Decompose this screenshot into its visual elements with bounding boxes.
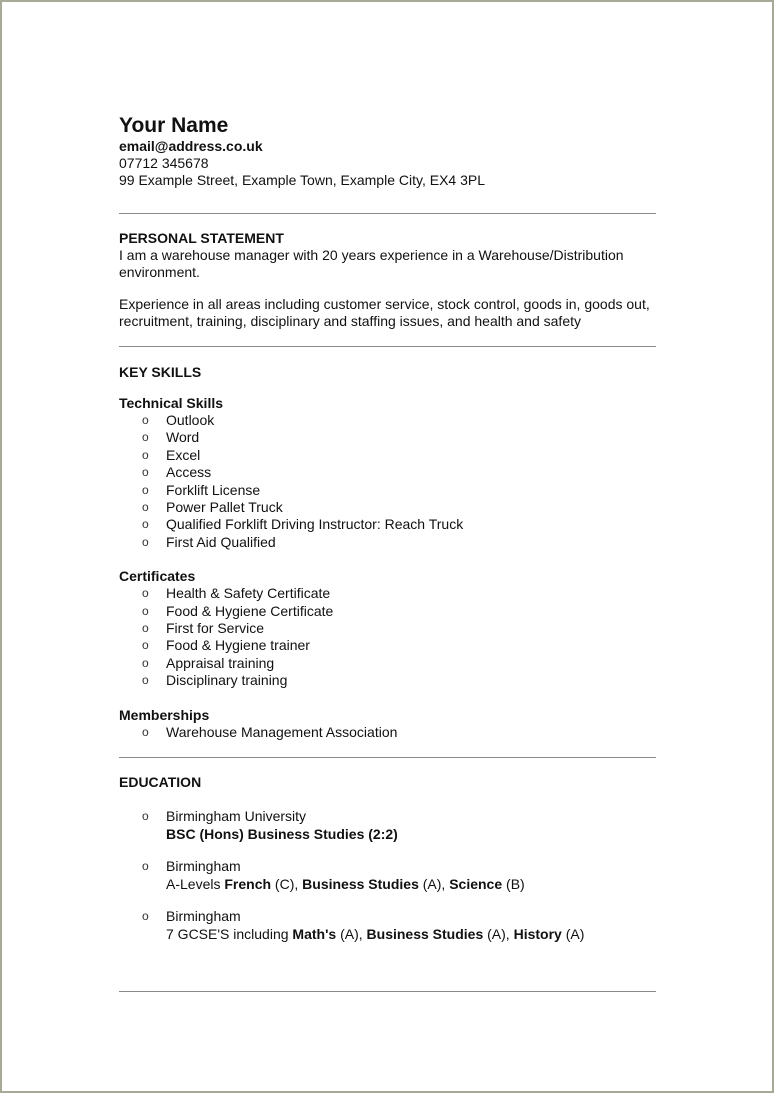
circle-bullet-icon: o: [142, 482, 149, 497]
education-qualification: [166, 875, 656, 893]
circle-bullet-icon: o: [142, 638, 149, 653]
circle-bullet-icon: o: [142, 724, 149, 739]
grade: (A),: [418, 876, 450, 893]
personal-statement-paragraph-2: Experience in all areas including customer service, stock control, goods in, goods out, recruitment, training, disciplinary and staffing issues, and health and safety: [119, 296, 650, 329]
personal-statement-paragraph-1: I am a warehouse manager with 20 years experience in a Warehouse/Distribution environment.: [119, 247, 624, 280]
circle-bullet-icon: o: [142, 673, 149, 688]
divider: [119, 991, 656, 992]
subject: Math's: [292, 926, 337, 943]
list-item-text: Excel: [166, 446, 201, 463]
education-institution: Birmingham: [166, 858, 241, 875]
education-institution: Birmingham University: [166, 808, 307, 825]
certificates-title: Certificates: [119, 568, 196, 585]
education-item: [119, 907, 656, 943]
circle-bullet-icon: o: [142, 909, 149, 924]
technical-skills-title: Technical Skills: [119, 395, 224, 411]
list-item-text: Food & Hygiene trainer: [166, 637, 310, 654]
circle-bullet-icon: o: [142, 465, 149, 480]
list-item: [119, 585, 656, 602]
education-institution: Birmingham: [166, 908, 241, 925]
list-item-text: Warehouse Management Association: [166, 723, 398, 740]
memberships-title: Memberships: [119, 706, 210, 723]
list-item: [119, 534, 656, 551]
list-item: [119, 603, 656, 620]
list-item-text: Disciplinary training: [166, 672, 288, 689]
email: email@address.co.uk: [119, 138, 263, 154]
list-item-text: Food & Hygiene Certificate: [166, 602, 334, 619]
education-item: [119, 857, 656, 893]
circle-bullet-icon: o: [142, 655, 149, 670]
certificates-list: [119, 585, 656, 689]
grade: (C),: [271, 876, 303, 893]
circle-bullet-icon: o: [142, 621, 149, 636]
list-item: [119, 637, 656, 654]
circle-bullet-icon: o: [142, 603, 149, 618]
resume-content: [119, 114, 656, 992]
list-item: [119, 516, 656, 533]
subject: Business Studies: [302, 876, 419, 893]
list-item-text: Power Pallet Truck: [166, 499, 283, 516]
key-skills-title: KEY SKILLS: [119, 364, 202, 380]
circle-bullet-icon: o: [142, 500, 149, 515]
memberships-list: [119, 724, 656, 741]
list-item-text: Access: [166, 464, 212, 481]
education-qualification: [166, 925, 656, 943]
list-item: [119, 672, 656, 689]
list-item: [119, 429, 656, 446]
circle-bullet-icon: o: [142, 413, 149, 427]
subject: History: [513, 926, 562, 943]
candidate-name: Your Name: [119, 114, 229, 137]
list-item-text: Word: [166, 429, 200, 446]
circle-bullet-icon: o: [142, 517, 149, 532]
list-item: [119, 655, 656, 672]
list-item: [119, 499, 656, 516]
circle-bullet-icon: o: [142, 430, 149, 445]
grade: (B): [502, 876, 525, 893]
list-item: [119, 620, 656, 637]
list-item: [119, 724, 656, 741]
subject: French: [224, 876, 272, 893]
list-item-text: Forklift License: [166, 481, 261, 498]
phone: 07712 345678: [119, 155, 209, 171]
grade: (A),: [336, 926, 367, 943]
list-item-text: First for Service: [166, 620, 265, 637]
subject: Science: [449, 876, 503, 893]
education-qualification: BSC (Hons) Business Studies (2:2): [166, 826, 398, 843]
list-item-text: Health & Safety Certificate: [166, 585, 331, 602]
list-item-text: First Aid Qualified: [166, 533, 276, 550]
circle-bullet-icon: o: [142, 447, 149, 462]
circle-bullet-icon: o: [142, 809, 149, 824]
circle-bullet-icon: o: [142, 586, 149, 601]
list-item-text: Qualified Forklift Driving Instructor: Reach Truck: [166, 516, 464, 533]
circle-bullet-icon: o: [142, 534, 149, 549]
list-item: [119, 412, 656, 429]
subject: Business Studies: [366, 926, 484, 943]
address: 99 Example Street, Example Town, Example City, EX4 3PL: [119, 172, 485, 188]
circle-bullet-icon: o: [142, 859, 149, 874]
personal-statement-title: PERSONAL STATEMENT: [119, 230, 284, 246]
qualification-prefix: 7 GCSE'S including: [166, 926, 293, 943]
list-item: [119, 464, 656, 481]
grade: (A),: [483, 926, 514, 943]
education-item: [119, 807, 656, 843]
grade: (A): [561, 926, 585, 943]
list-item-text: Outlook: [166, 412, 215, 428]
list-item: [119, 482, 656, 499]
list-item-text: Appraisal training: [166, 654, 275, 671]
qualification-prefix: A-Levels: [166, 876, 225, 893]
list-item: [119, 447, 656, 464]
education-title: EDUCATION: [119, 774, 202, 791]
technical-skills-list: [119, 412, 656, 551]
